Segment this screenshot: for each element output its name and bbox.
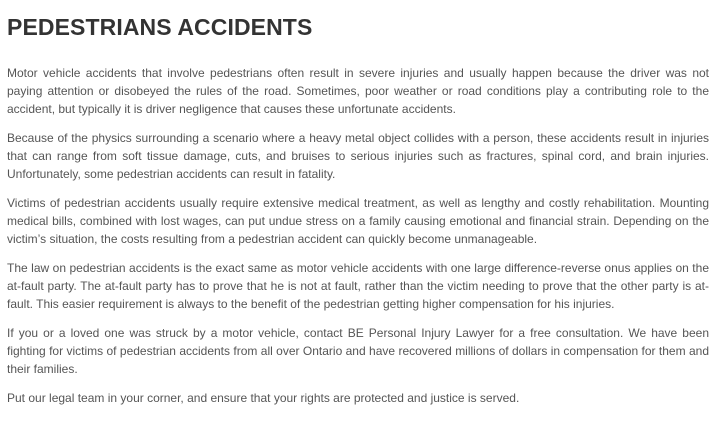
paragraph-intro: Motor vehicle accidents that involve pedestrians often result in severe injuries and usually happen because the driver was not paying attention or disobeyed the rules of the road. Sometimes, poor weather or road conditions play a contributing role to the accident, but typically it is driver negligence that causes these unfortunate accidents.: [7, 66, 709, 116]
paragraph-physics: Because of the physics surrounding a scenario where a heavy metal object collides with a person, these accidents result in injuries that can range from soft tissue damage, cuts, and bruises to serious injuries such as fractures, spinal cord, and brain injuries. Unfortunately, some pedestrian accidents can result in fatality.: [7, 131, 709, 181]
paragraph-costs: Victims of pedestrian accidents usually require extensive medical treatment, as well as lengthy and costly rehabilitation. Mounting medical bills, combined with lost wages, can put undue stress on a family causing emotional and financial strain. Depending on the victim’s situation, the costs resulting from a pedestrian accident can quickly become unmanageable.: [7, 196, 709, 246]
paragraph-closing: Put our legal team in your corner, and ensure that your rights are protected and justice is served.: [7, 391, 520, 405]
page-title: PEDESTRIANS ACCIDENTS: [7, 14, 313, 40]
article-content: [7, 0, 709, 407]
paragraph-law: The law on pedestrian accidents is the exact same as motor vehicle accidents with one large difference-reverse onus applies on the at-fault party. The at-fault party has to prove that he is not at fault, rather than the victim needing to prove that the other party is at-fault. This easier requirement is always to the benefit of the pedestrian getting higher compensation for his injuries.: [7, 261, 709, 311]
paragraph-contact: If you or a loved one was struck by a motor vehicle, contact BE Personal Injury Lawyer for a free consultation. We have been fighting for victims of pedestrian accidents from all over Ontario and have recovered millions of dollars in compensation for them and their families.: [7, 326, 709, 376]
